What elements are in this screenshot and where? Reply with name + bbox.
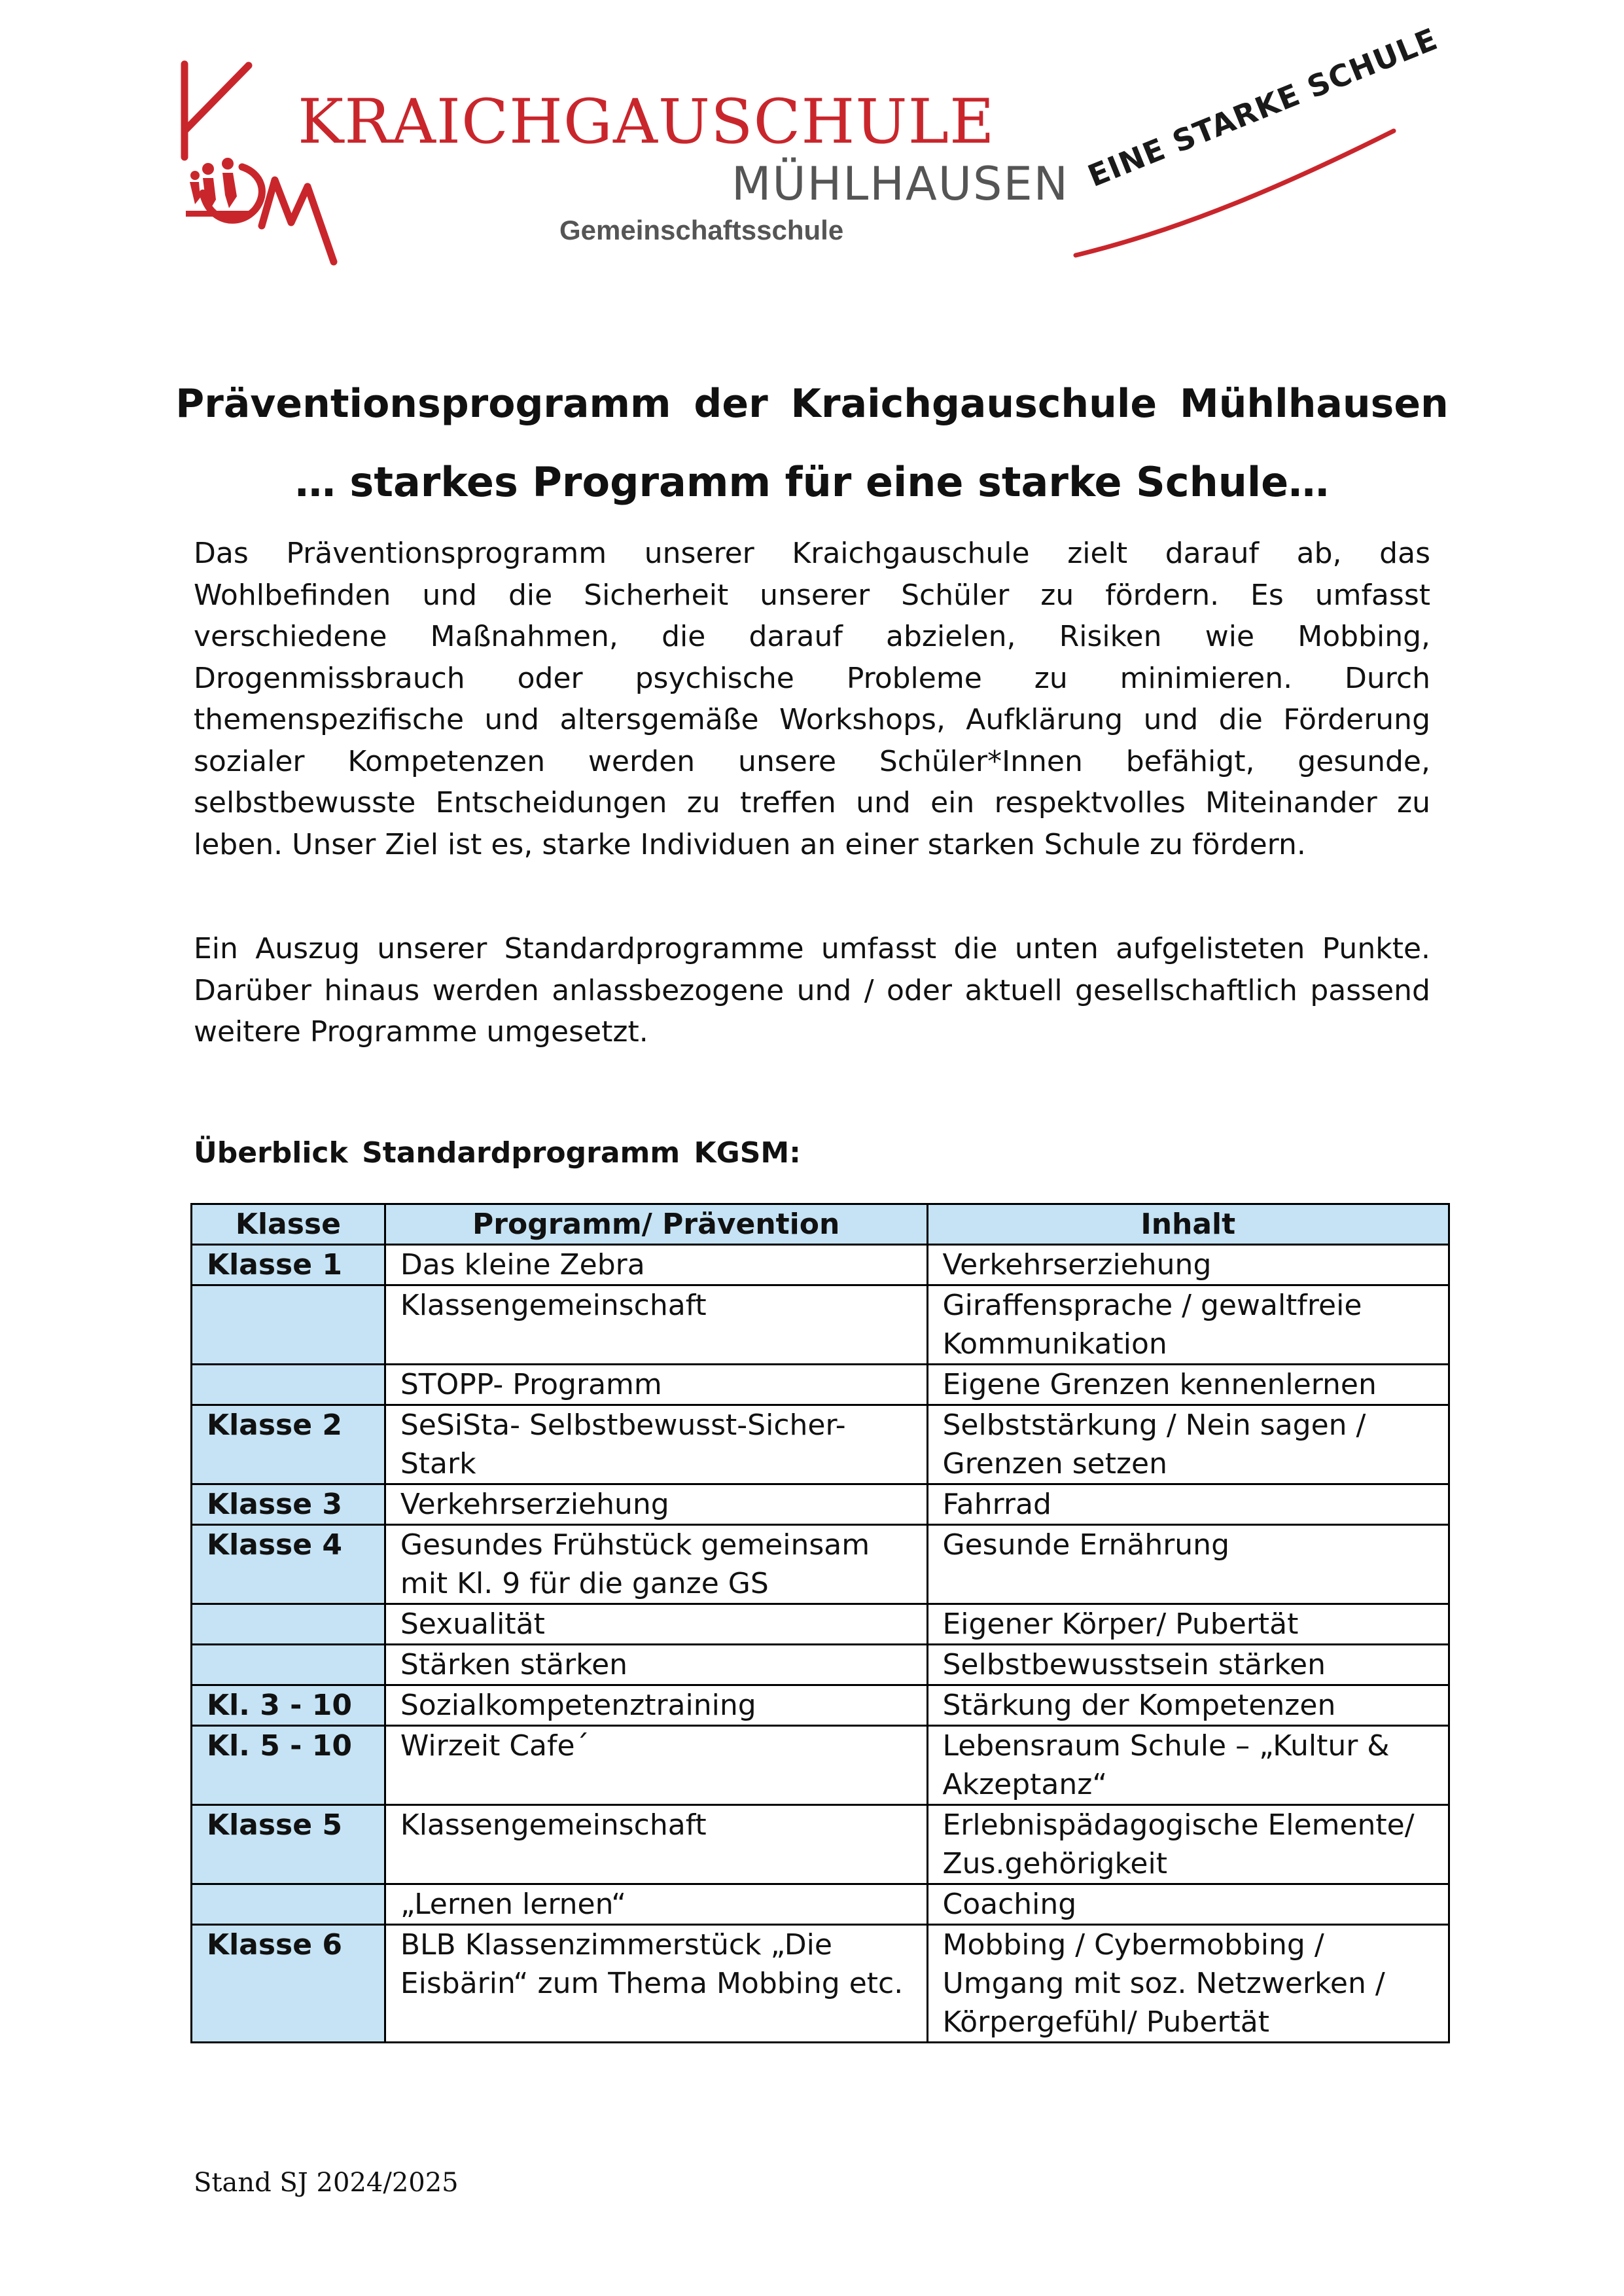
- cell-programm: BLB Klassenzimmerstück „Die Eisbärin“ zum Thema Mobbing etc.: [385, 1925, 927, 2043]
- cell-klasse: [192, 1884, 385, 1925]
- table-header-row: [192, 1204, 1449, 1245]
- header-klasse: Klasse: [192, 1204, 385, 1245]
- cell-programm: „Lernen lernen“: [385, 1884, 927, 1925]
- cell-klasse: Klasse 2: [192, 1405, 385, 1484]
- school-place: MÜHLHAUSEN: [732, 157, 1070, 211]
- table-row: [192, 1365, 1449, 1405]
- table-row: [192, 1645, 1449, 1685]
- overview-heading: Überblick Standardprogramm KGSM:: [194, 1136, 801, 1170]
- cell-programm: STOPP- Programm: [385, 1365, 927, 1405]
- cell-klasse: [192, 1604, 385, 1645]
- cell-inhalt: Eigene Grenzen kennenlernen: [927, 1365, 1449, 1405]
- cell-programm: Sozialkompetenztraining: [385, 1685, 927, 1726]
- slogan-text: EINE STARKE SCHULE: [1083, 21, 1443, 194]
- table-row: [192, 1525, 1449, 1604]
- table-row: [192, 1884, 1449, 1925]
- cell-programm: Stärken stärken: [385, 1645, 927, 1685]
- cell-inhalt: Stärkung der Kompetenzen: [927, 1685, 1449, 1726]
- cell-programm: Sexualität: [385, 1604, 927, 1645]
- excerpt-paragraph: Ein Auszug unserer Standardprogramme umfasst die unten aufgelisteten Punkte. Darüber hinaus werden anlassbezogene und / oder aktuell gesellschaftlich passend weitere Programme umgesetzt.: [194, 932, 1430, 1049]
- cell-programm: SeSiSta- Selbstbewusst-Sicher-Stark: [385, 1405, 927, 1484]
- table-row: [192, 1685, 1449, 1726]
- cell-inhalt: Eigener Körper/ Pubertät: [927, 1604, 1449, 1645]
- school-type: Gemeinschaftsschule: [559, 215, 844, 245]
- page-subtitle: … starkes Programm für eine starke Schule…: [294, 458, 1330, 506]
- page-title: Präventionsprogramm der Kraichgauschule Mühlhausen: [175, 381, 1449, 427]
- table-row: [192, 1726, 1449, 1805]
- cell-inhalt: Giraffensprache / gewaltfreie Kommunikation: [927, 1285, 1449, 1365]
- cell-inhalt: Selbststärkung / Nein sagen / Grenzen setzen: [927, 1405, 1449, 1484]
- footer-status: Stand SJ 2024/2025: [194, 2168, 459, 2198]
- header-programm: Programm/ Prävention: [385, 1204, 927, 1245]
- school-name: KRAICHGAUSCHULE: [298, 86, 995, 158]
- cell-klasse: Klasse 1: [192, 1245, 385, 1285]
- cell-inhalt: Selbstbewusstsein stärken: [927, 1645, 1449, 1685]
- cell-klasse: [192, 1285, 385, 1365]
- cell-klasse: Kl. 5 - 10: [192, 1726, 385, 1805]
- cell-programm: Verkehrserziehung: [385, 1484, 927, 1525]
- cell-programm: Klassengemeinschaft: [385, 1285, 927, 1365]
- cell-inhalt: Fahrrad: [927, 1484, 1449, 1525]
- cell-klasse: Klasse 5: [192, 1805, 385, 1884]
- cell-inhalt: Gesunde Ernährung: [927, 1525, 1449, 1604]
- cell-programm: Klassengemeinschaft: [385, 1805, 927, 1884]
- table-row: [192, 1604, 1449, 1645]
- header-inhalt: Inhalt: [927, 1204, 1449, 1245]
- cell-klasse: [192, 1645, 385, 1685]
- table-row: [192, 1805, 1449, 1884]
- table-row: [192, 1285, 1449, 1365]
- cell-klasse: Klasse 6: [192, 1925, 385, 2043]
- cell-inhalt: Mobbing / Cybermobbing / Umgang mit soz. Netzwerken / Körpergefühl/ Pubertät: [927, 1925, 1449, 2043]
- cell-programm: Wirzeit Cafe´: [385, 1726, 927, 1805]
- cell-klasse: Klasse 3: [192, 1484, 385, 1525]
- cell-inhalt: Erlebnispädagogische Elemente/ Zus.gehörigkeit: [927, 1805, 1449, 1884]
- table-row: [192, 1925, 1449, 2043]
- cell-klasse: Kl. 3 - 10: [192, 1685, 385, 1726]
- program-table: [190, 1203, 1450, 2043]
- cell-inhalt: Verkehrserziehung: [927, 1245, 1449, 1285]
- table-row: [192, 1484, 1449, 1525]
- cell-inhalt: Coaching: [927, 1884, 1449, 1925]
- cell-inhalt: Lebensraum Schule – „Kultur & Akzeptanz“: [927, 1726, 1449, 1805]
- cell-programm: Das kleine Zebra: [385, 1245, 927, 1285]
- intro-paragraph: Das Präventionsprogramm unserer Kraichgauschule zielt darauf ab, das Wohlbefinden und die Sicherheit unserer Schüler zu fördern. Es umfasst verschiedene Maßnahmen, die darauf abzielen, Risiken wie Mobbing, Drogenmissbrauch oder psychische Probleme zu minimieren. Durch themenspezifische und altersgemäße Workshops, Aufklärung und die Förderung sozialer Kompetenzen werden unsere Schüler*Innen befähigt, gesunde, selbstbewusste Entscheidungen zu treffen und ein respektvolles Miteinander zu leben. Unser Ziel ist es, starke Individuen an einer starken Schule zu fördern.: [194, 537, 1430, 861]
- table-row: [192, 1245, 1449, 1285]
- cell-klasse: Klasse 4: [192, 1525, 385, 1604]
- cell-programm: Gesundes Frühstück gemeinsam mit Kl. 9 für die ganze GS: [385, 1525, 927, 1604]
- cell-klasse: [192, 1365, 385, 1405]
- table-row: [192, 1405, 1449, 1484]
